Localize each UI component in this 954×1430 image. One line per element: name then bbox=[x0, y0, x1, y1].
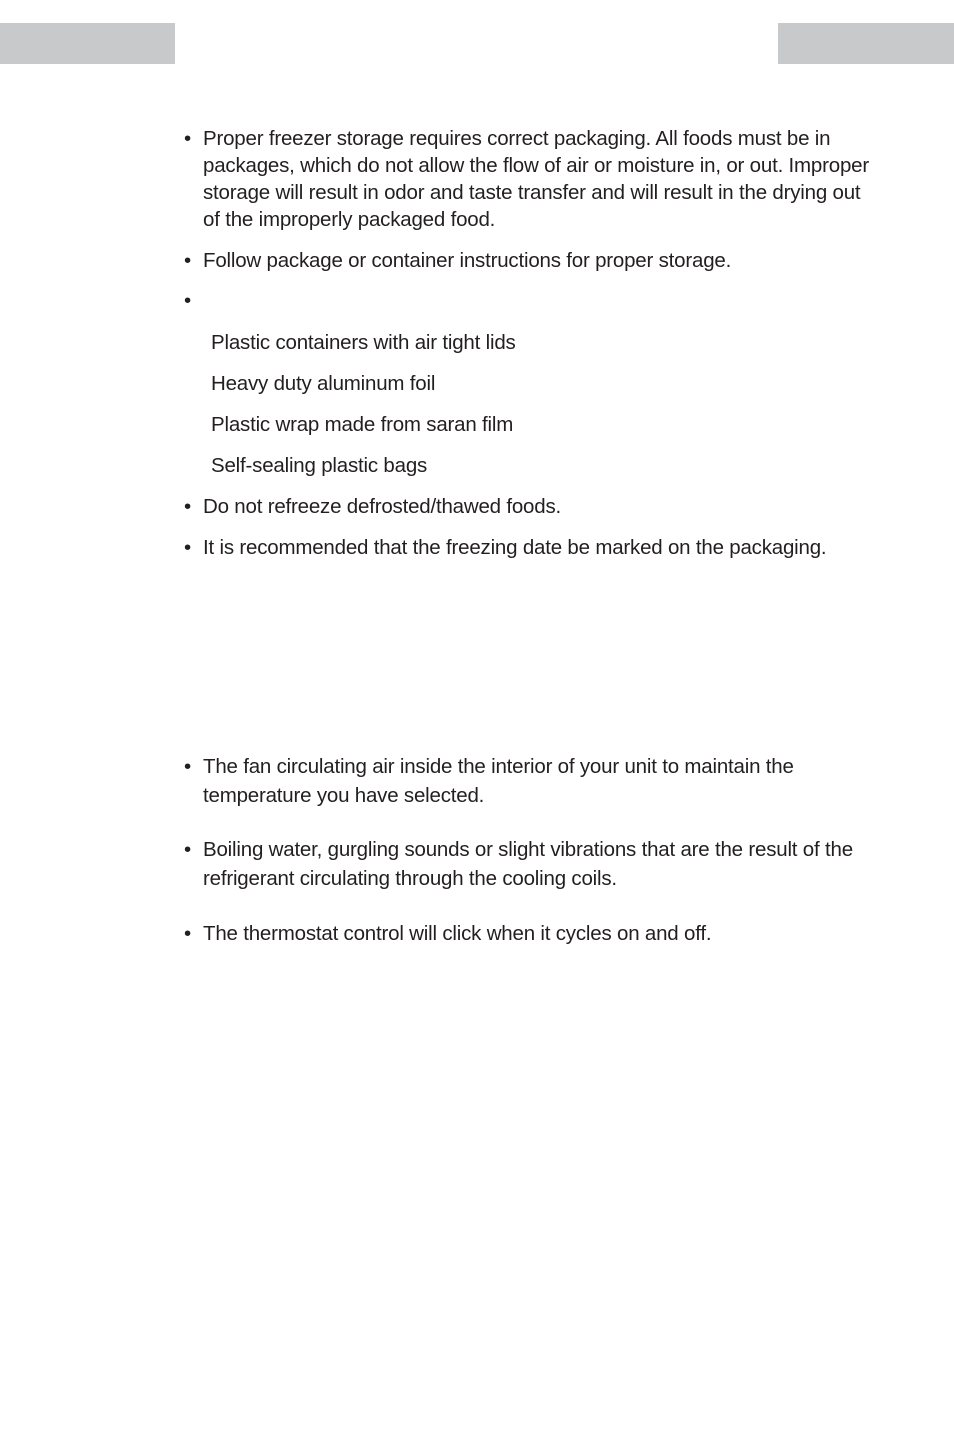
bullet-dot: • bbox=[184, 922, 191, 945]
storage-bullet-date bbox=[184, 534, 874, 561]
storage-bullet-instructions bbox=[184, 247, 874, 274]
bullet-text: The fan circulating air inside the interior of your unit to maintain the temperature you have selected. bbox=[203, 755, 794, 807]
bullet-text: It is recommended that the freezing date be marked on the packaging. bbox=[203, 536, 827, 559]
header-tab-left bbox=[0, 23, 175, 64]
storage-bullet-refreeze bbox=[184, 493, 874, 520]
bullet-dot: • bbox=[184, 536, 191, 559]
bullet-text: Do not refreeze defrosted/thawed foods. bbox=[203, 495, 562, 518]
bullet-text: Proper freezer storage requires correct packaging. All foods must be in packages, which do not allow the flow of air or moisture in, or out. Improper storage will result in odor and taste transfer and will result in the drying out of the improperly packaged food. bbox=[203, 127, 869, 231]
packaging-item: Plastic wrap made from saran film bbox=[211, 413, 514, 436]
storage-bullet-packaging bbox=[184, 125, 874, 233]
packaging-item: Plastic containers with air tight lids bbox=[211, 331, 516, 354]
bullet-dot: • bbox=[184, 495, 191, 518]
bullet-dot: • bbox=[184, 127, 191, 150]
header-tab-right bbox=[778, 23, 954, 64]
bullet-text: Follow package or container instructions for proper storage. bbox=[203, 249, 732, 272]
packaging-item: Self-sealing plastic bags bbox=[211, 454, 428, 477]
bullet-text: Boiling water, gurgling sounds or slight vibrations that are the result of the refrigerant circulating through the cooling coils. bbox=[203, 838, 853, 890]
packaging-item: Heavy duty aluminum foil bbox=[211, 372, 436, 395]
bullet-dot: • bbox=[184, 289, 191, 312]
bullet-dot: • bbox=[184, 838, 191, 861]
bullet-dot: • bbox=[184, 249, 191, 272]
bullet-dot: • bbox=[184, 755, 191, 778]
sounds-bullet-refrigerant bbox=[184, 835, 874, 893]
sounds-bullet-thermostat bbox=[184, 919, 874, 948]
sounds-bullet-fan bbox=[184, 752, 874, 810]
bullet-text: The thermostat control will click when it cycles on and off. bbox=[203, 922, 712, 945]
